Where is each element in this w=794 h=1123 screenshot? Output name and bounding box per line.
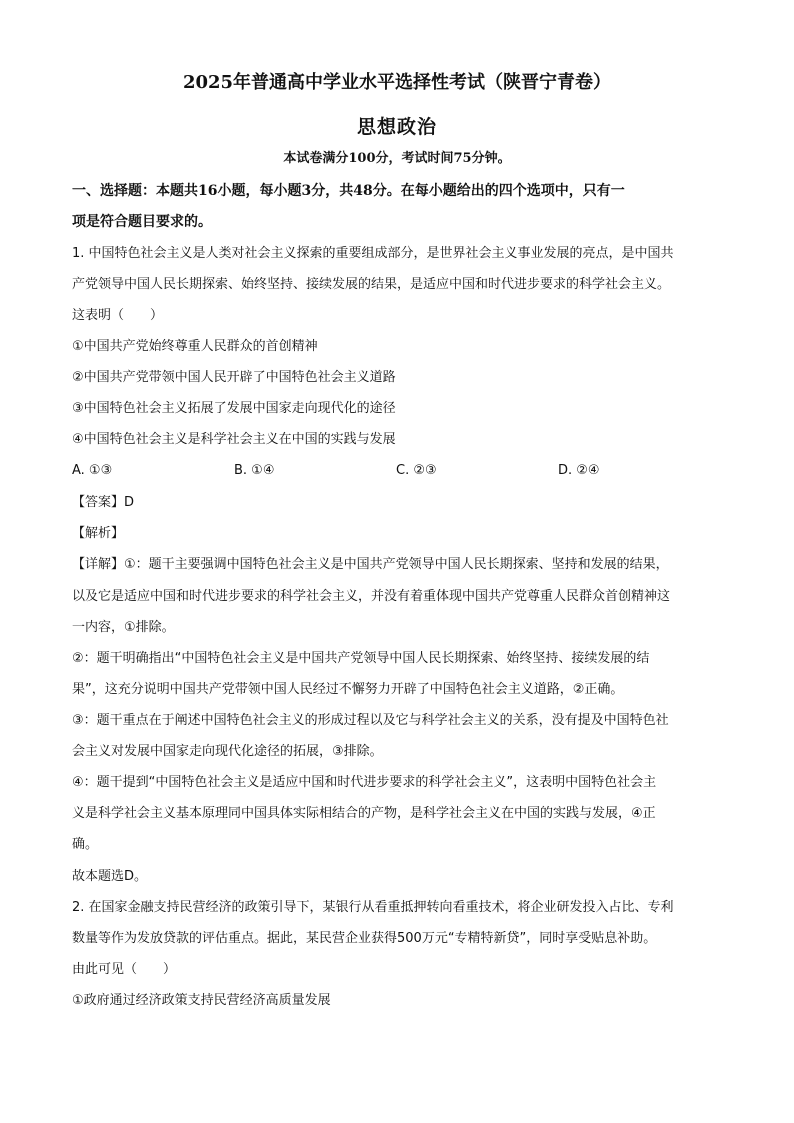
section-heading-line2: 项是符合题目要求的。 xyxy=(72,214,212,230)
q1-stem-line2: 产党领导中国人民长期探索、始终坚持、接续发展的结果，是适应中国和时代进步要求的科学社会主义。 xyxy=(72,277,671,292)
exam-info: 本试卷满分100分，考试时间75分钟。 xyxy=(283,151,511,166)
q1-explanation-line: 义是科学社会主义基本原理同中国具体实际相结合的产物，是科学社会主义在中国的实践与发展，④正 xyxy=(72,806,656,821)
q1-explanation-line: ③：题干重点在于阐述中国特色社会主义的形成过程以及它与科学社会主义的关系，没有提及中国特色社 xyxy=(72,713,669,728)
exam-title: 2025年普通高中学业水平选择性考试（陕晋宁青卷） xyxy=(182,72,612,93)
q1-conclusion: 故本题选D。 xyxy=(72,869,148,884)
q1-stem-line1: 1. 中国特色社会主义是人类对社会主义探索的重要组成部分，是世界社会主义事业发展的亮点，是中国共 xyxy=(72,246,674,261)
q1-explanation-line: 一内容，①排除。 xyxy=(72,620,175,635)
q1-item-4: ④中国特色社会主义是科学社会主义在中国的实践与发展 xyxy=(72,432,396,447)
q1-stem-line3: 这表明（ ） xyxy=(72,308,164,323)
q2-stem-line3: 由此可见（ ） xyxy=(72,962,177,977)
q1-option-d: D. ②④ xyxy=(558,463,600,478)
q1-option-b: B. ①④ xyxy=(234,463,275,478)
q2-stem-line2: 数量等作为发放贷款的评估重点。据此，某民营企业获得500万元“专精特新贷”，同时享受贴息补助。 xyxy=(72,931,657,946)
q1-explanation-line: 确。 xyxy=(72,837,99,852)
q1-explanation-line: 会主义对发展中国家走向现代化途径的拓展，③排除。 xyxy=(72,744,383,759)
q1-explanation-line: ④：题干提到“中国特色社会主义是适应中国和时代进步要求的科学社会主义”，这表明中国特色社会主 xyxy=(72,775,657,790)
q1-explanation-line: 【详解】①：题干主要强调中国特色社会主义是中国共产党领导中国人民长期探索、坚持和发展的结果， xyxy=(72,557,669,572)
subject-title: 思想政治 xyxy=(356,116,437,138)
q1-item-2: ②中国共产党带领中国人民开辟了中国特色社会主义道路 xyxy=(72,370,396,385)
q1-explanation-line: 以及它是适应中国和时代进步要求的科学社会主义，并没有着重体现中国共产党尊重人民群众首创精神这 xyxy=(72,589,671,604)
section-heading-line1: 一、选择题：本题共16小题，每小题3分，共48分。在每小题给出的四个选项中，只有一 xyxy=(72,183,625,199)
q1-analysis-label: 【解析】 xyxy=(72,526,125,541)
q2-stem-line1: 2. 在国家金融支持民营经济的政策引导下，某银行从看重抵押转向看重技术，将企业研发投入占比、专利 xyxy=(72,900,674,915)
q2-item-1: ①政府通过经济政策支持民营经济高质量发展 xyxy=(72,993,331,1008)
q1-option-c: C. ②③ xyxy=(396,463,437,478)
q1-answer: 【答案】D xyxy=(72,495,135,510)
q1-explanation-line: ②：题干明确指出“中国特色社会主义是中国共产党领导中国人民长期探索、始终坚持、接续发展的结 xyxy=(72,651,650,666)
q1-item-1: ①中国共产党始终尊重人民群众的首创精神 xyxy=(72,339,318,354)
q1-item-3: ③中国特色社会主义拓展了发展中国家走向现代化的途径 xyxy=(72,401,396,416)
q1-option-a: A. ①③ xyxy=(72,463,113,478)
q1-explanation-line: 果”，这充分说明中国共产党带领中国人民经过不懈努力开辟了中国特色社会主义道路，②正确。 xyxy=(72,682,624,697)
